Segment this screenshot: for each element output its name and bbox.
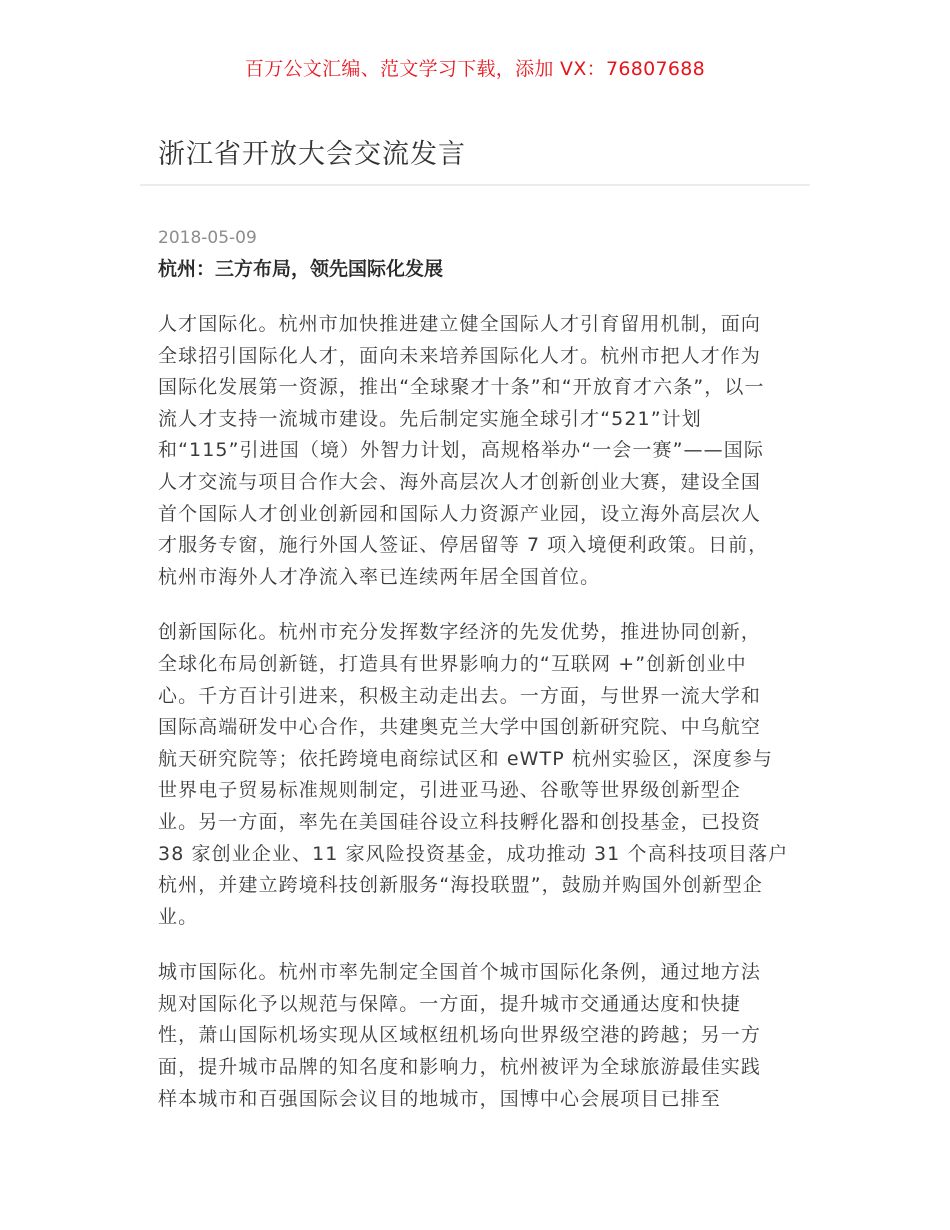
paragraph-line: 和“115”引进国（境）外智力计划，高规格举办“一会一赛”——国际: [158, 439, 764, 462]
paragraph-line: 面，提升城市品牌的知名度和影响力，杭州被评为全球旅游最佳实践: [158, 1056, 762, 1079]
paragraph-line: 38 家创业企业、11 家风险投资基金，成功推动 31 个高科技项目落户: [158, 842, 789, 865]
paragraph-line: 首个国际人才创业创新园和国际人力资源产业园，设立海外高层次人: [158, 502, 762, 525]
paragraph-line: 业。另一方面，率先在美国硅谷设立科技孵化器和创投基金，已投资: [158, 810, 762, 833]
paragraph-line: 人才交流与项目合作大会、海外高层次人才创新创业大赛，建设全国: [158, 470, 762, 493]
paragraph-line: 流人才支持一流城市建设。先后制定实施全球引才“521”计划: [158, 407, 702, 430]
paragraph-line: 创新国际化。杭州市充分发挥数字经济的先发优势，推进协同创新，: [158, 621, 762, 644]
paragraph-line: 世界电子贸易标准规则制定，引进亚马逊、谷歌等世界级创新型企: [158, 779, 741, 802]
paragraph-line: 杭州，并建立跨境科技创新服务“海投联盟”，鼓励并购国外创新型企: [158, 874, 763, 897]
paragraph-city: [158, 957, 798, 1115]
article-date: 2018-05-09: [158, 228, 257, 248]
paragraph-line: 规对国际化予以规范与保障。一方面，提升城市交通通达度和快捷: [158, 992, 741, 1015]
paragraph-line: 城市国际化。杭州市率先制定全国首个城市国际化条例，通过地方法: [158, 961, 762, 984]
paragraph-line: 才服务专窗，施行外国人签证、停居留等 7 项入境便利政策。日前，: [158, 534, 769, 557]
paragraph-line: 全球化布局创新链，打造具有世界影响力的“互联网 +”创新创业中: [158, 652, 747, 675]
paragraph-line: 杭州市海外人才净流入率已连续两年居全国首位。: [158, 565, 601, 588]
paragraph-line: 心。千方百计引进来，积极主动走出去。一方面，与世界一流大学和: [158, 684, 762, 707]
download-watermark-banner: 百万公文汇编、范文学习下载，添加 VX：76807688: [244, 58, 706, 80]
paragraph-innovation: [158, 617, 798, 933]
paragraph-talent: [158, 309, 798, 593]
paragraph-line: 样本城市和百强国际会议目的地城市，国博中心会展项目已排至: [158, 1087, 721, 1110]
paragraph-line: 国际化发展第一资源，推出“全球聚才十条”和“开放育才六条”，以一: [158, 376, 765, 399]
article-subtitle: 杭州：三方布局，领先国际化发展: [158, 258, 444, 280]
page-title: 浙江省开放大会交流发言: [158, 139, 466, 170]
paragraph-line: 人才国际化。杭州市加快推进建立健全国际人才引育留用机制，面向: [158, 313, 762, 335]
paragraph-line: 航天研究院等；依托跨境电商综试区和 eWTP 杭州实验区，深度参与: [158, 747, 773, 770]
paragraph-line: 全球招引国际化人才，面向未来培养国际化人才。杭州市把人才作为: [158, 344, 762, 367]
paragraph-line: 性，萧山国际机场实现从区域枢纽机场向世界级空港的跨越；另一方: [158, 1024, 762, 1047]
title-divider: [140, 184, 810, 186]
paragraph-line: 国际高端研发中心合作，共建奥克兰大学中国创新研究院、中乌航空: [158, 716, 762, 739]
article-body: [158, 309, 798, 1139]
paragraph-line: 业。: [158, 905, 199, 928]
